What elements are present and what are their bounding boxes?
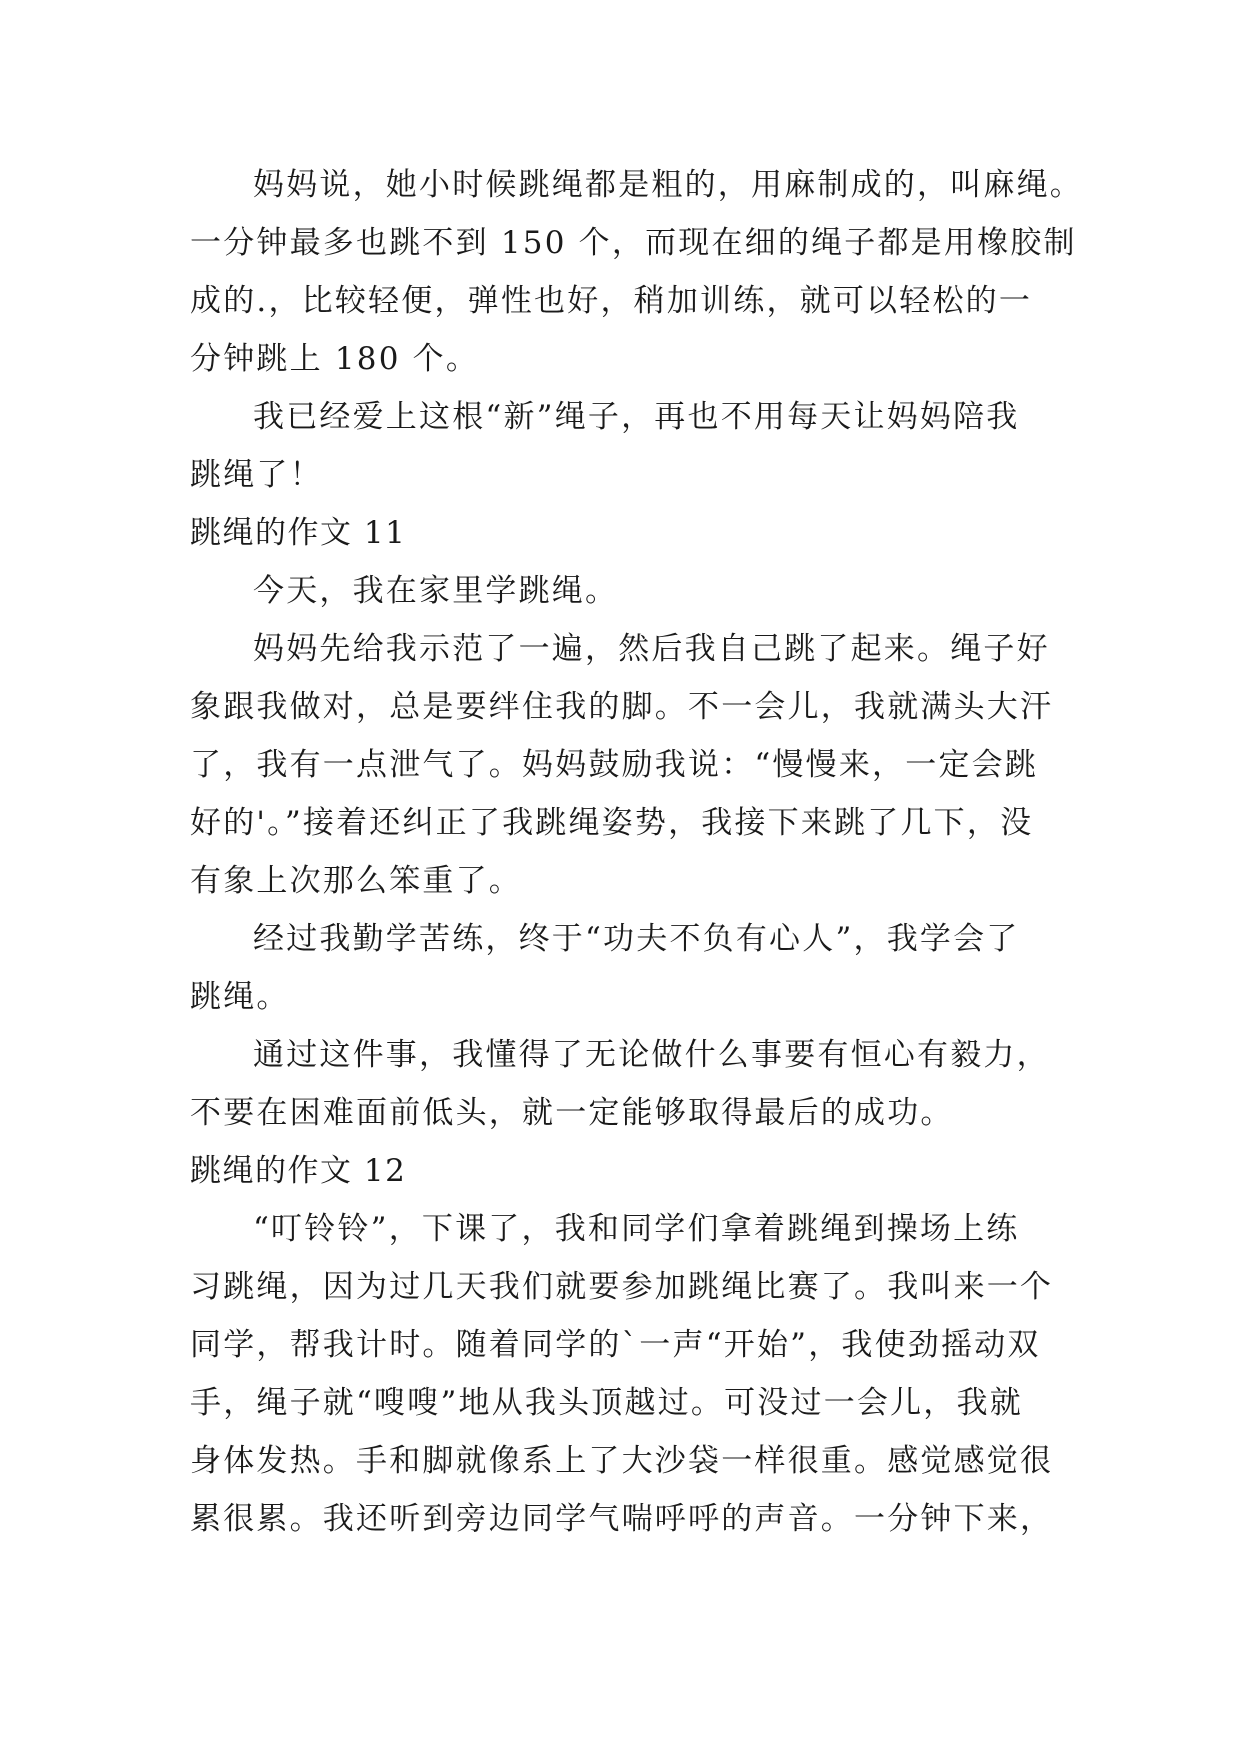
paragraph-line: 有象上次那么笨重了。 [190,863,522,899]
paragraph-line: 通过这件事，我懂得了无论做什么事要有恒心有毅力， [253,1037,1050,1073]
paragraph-line: 不要在困难面前低头，就一定能够取得最后的成功。 [190,1095,954,1131]
section-heading: 跳绳的作文 11 [190,515,407,551]
paragraph-line: “叮铃铃”，下课了，我和同学们拿着跳绳到操场上练 [253,1211,1020,1247]
paragraph-line: 身体发热。手和脚就像系上了大沙袋一样很重。感觉感觉很 [190,1443,1054,1479]
paragraph-line: 手，绳子就“嗖嗖”地从我头顶越过。可没过一会儿，我就 [190,1385,1023,1421]
paragraph-line: 跳绳。 [190,979,290,1015]
paragraph-line: 了，我有一点泄气了。妈妈鼓励我说：“慢慢来，一定会跳 [190,747,1039,783]
paragraph-line: 妈妈先给我示范了一遍，然后我自己跳了起来。绳子好 [253,631,1050,667]
paragraph-line: 好的'。”接着还纠正了我跳绳姿势，我接下来跳了几下，没 [190,805,1034,841]
paragraph-line: 成的.，比较轻便，弹性也好，稍加训练，就可以轻松的一 [190,283,1033,319]
section-heading: 跳绳的作文 12 [190,1153,407,1189]
paragraph-line: 我已经爱上这根“新”绳子，再也不用每天让妈妈陪我 [253,399,1020,435]
paragraph-line: 同学，帮我计时。随着同学的`一声“开始”，我使劲摇动双 [190,1327,1041,1363]
paragraph-line: 妈妈说，她小时候跳绳都是粗的，用麻制成的，叫麻绳。 [253,167,1083,203]
paragraph-line: 象跟我做对，总是要绊住我的脚。不一会儿，我就满头大汗 [190,689,1054,725]
paragraph-line: 累很累。我还听到旁边同学气喘呼呼的声音。一分钟下来， [190,1501,1054,1537]
paragraph-line: 一分钟最多也跳不到 150 个，而现在细的绳子都是用橡胶制 [190,225,1077,261]
paragraph-line: 今天，我在家里学跳绳。 [253,573,619,609]
paragraph-line: 分钟跳上 180 个。 [190,341,480,377]
paragraph-line: 跳绳了！ [190,457,323,493]
paragraph-line: 经过我勤学苦练，终于“功夫不负有心人”，我学会了 [253,921,1020,957]
paragraph-line: 习跳绳，因为过几天我们就要参加跳绳比赛了。我叫来一个 [190,1269,1054,1305]
